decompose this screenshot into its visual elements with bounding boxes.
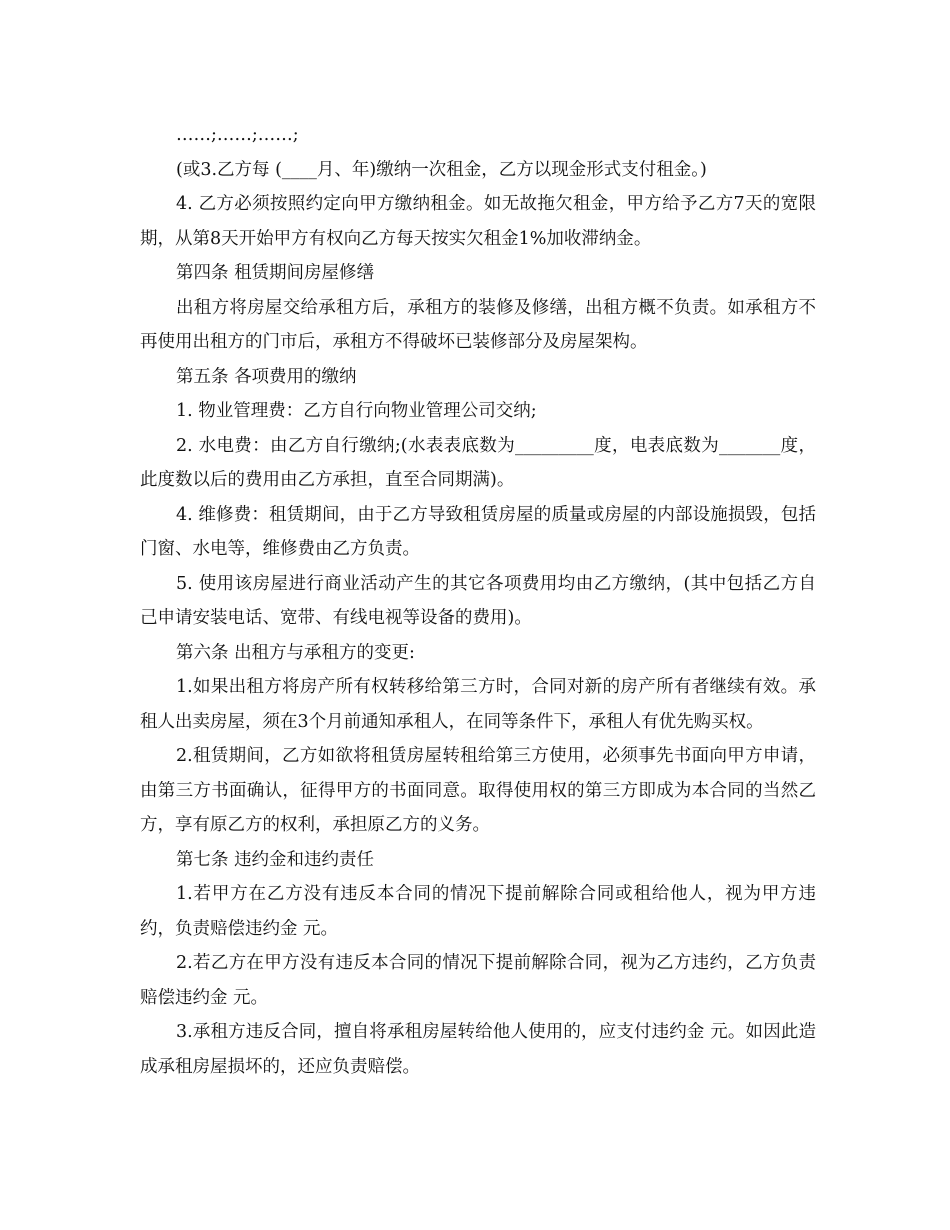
change-item-2: 2.租赁期间，乙方如欲将租赁房屋转租给第三方使用，必须事先书面向甲方申请，由第三方书面确认，征得甲方的书面同意。取得使用权的第三方即成为本合同的当然乙方，享有原乙方的权利，承担原乙方的义务。 xyxy=(140,746,816,835)
fee-item-4: 4. 维修费：租赁期间，由于乙方导致租赁房屋的质量或房屋的内部设施损毁，包括门窗、水电等，维修费由乙方负责。 xyxy=(140,504,816,559)
change-item-1: 1.如果出租方将房产所有权转移给第三方时，合同对新的房产所有者继续有效。承租人出卖房屋，须在3个月前通知承租人，在同等条件下，承租人有优先购买权。 xyxy=(140,677,816,732)
breach-item-2: 2.若乙方在甲方没有违反本合同的情况下提前解除合同，视为乙方违约，乙方负责赔偿违约金 元。 xyxy=(140,953,816,1008)
paragraph-dots: ……;……;……; xyxy=(176,125,299,145)
breach-item-1: 1.若甲方在乙方没有违反本合同的情况下提前解除合同或租给他人，视为甲方违约，负责赔偿违约金 元。 xyxy=(140,884,816,939)
document-body xyxy=(140,118,816,1084)
fee-item-5: 5. 使用该房屋进行商业活动产生的其它各项费用均由乙方缴纳，(其中包括乙方自己申请安装电话、宽带、有线电视等设备的费用)。 xyxy=(140,573,816,628)
article-4-body: 出租方将房屋交给承租方后，承租方的装修及修缮，出租方概不负责。如承租方不再使用出租方的门市后，承租方不得破坏已装修部分及房屋架构。 xyxy=(140,297,816,352)
paragraph-rent-alternative: (或3.乙方每 (____月、年)缴纳一次租金，乙方以现金形式支付租金。) xyxy=(176,159,707,180)
fee-item-2: 2. 水电费：由乙方自行缴纳;(水表表底数为_________度，电表底数为_______度，此度数以后的费用由乙方承担，直至合同期满)。 xyxy=(140,435,816,490)
article-6-heading: 第六条 出租方与承租方的变更: xyxy=(176,642,415,663)
article-5-heading: 第五条 各项费用的缴纳 xyxy=(176,366,357,387)
article-4-heading: 第四条 租赁期间房屋修缮 xyxy=(176,263,375,283)
article-7-heading: 第七条 违约金和违约责任 xyxy=(176,849,375,870)
paragraph-rent-4: 4. 乙方必须按照约定向甲方缴纳租金。如无故拖欠租金，甲方给予乙方7天的宽限期，从第8天开始甲方有权向乙方每天按实欠租金1%加收滞纳金。 xyxy=(140,194,816,249)
fee-item-1: 1. 物业管理费：乙方自行向物业管理公司交纳; xyxy=(176,401,537,421)
breach-item-3: 3.承租方违反合同，擅自将承租房屋转给他人使用的，应支付违约金 元。如因此造成承租房屋损坏的，还应负责赔偿。 xyxy=(140,1022,816,1077)
